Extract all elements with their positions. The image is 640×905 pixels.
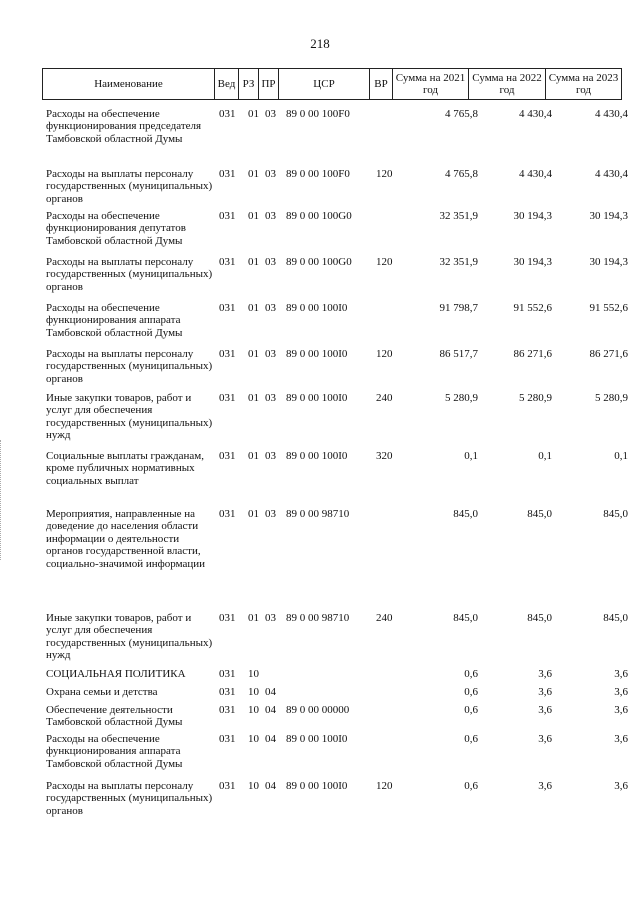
cell-s1: 0,6 <box>464 780 478 792</box>
cell-rz: 10 <box>248 733 259 745</box>
cell-s2: 3,6 <box>538 704 552 716</box>
cell-s3: 5 280,9 <box>595 392 628 404</box>
page-number: 218 <box>310 36 330 51</box>
cell-s1: 845,0 <box>453 508 478 520</box>
cell-s3: 3,6 <box>614 780 628 792</box>
table-header <box>42 68 622 100</box>
cell-rz: 01 <box>248 108 259 120</box>
header-sum-2022: Сумма на 2022 год <box>469 69 546 99</box>
cell-csr: 89 0 00 100F0 <box>286 168 350 180</box>
cell-s1: 32 351,9 <box>439 256 478 268</box>
cell-s3: 0,1 <box>614 450 628 462</box>
cell-name: Расходы на выплаты персоналу государственных (муниципальных) органов <box>46 348 213 385</box>
header-rz: РЗ <box>239 69 259 99</box>
cell-pr: 04 <box>265 686 276 698</box>
cell-name: Расходы на выплаты персоналу государственных (муниципальных) органов <box>46 168 213 205</box>
cell-s2: 3,6 <box>538 780 552 792</box>
cell-name: Обеспечение деятельности Тамбовской областной Думы <box>46 704 183 729</box>
cell-csr: 89 0 00 98710 <box>286 612 350 624</box>
cell-s3: 30 194,3 <box>589 256 628 268</box>
cell-s2: 30 194,3 <box>513 256 552 268</box>
cell-ved: 031 <box>219 302 236 314</box>
cell-s3: 91 552,6 <box>589 302 628 314</box>
binding-margin <box>0 440 4 560</box>
cell-rz: 10 <box>248 686 259 698</box>
cell-vr: 120 <box>376 168 393 180</box>
cell-s2: 845,0 <box>527 508 552 520</box>
cell-vr: 240 <box>376 612 393 624</box>
cell-rz: 01 <box>248 348 259 360</box>
cell-rz: 01 <box>248 302 259 314</box>
cell-s1: 32 351,9 <box>439 210 478 222</box>
cell-csr: 89 0 00 100I0 <box>286 450 348 462</box>
cell-pr: 03 <box>265 168 276 180</box>
cell-s3: 4 430,4 <box>595 108 628 120</box>
cell-s1: 0,6 <box>464 668 478 680</box>
cell-pr: 04 <box>265 733 276 745</box>
cell-ved: 031 <box>219 210 236 222</box>
cell-name: Иные закупки товаров, работ и услуг для обеспечения государственных (муниципальных) нужд <box>46 612 213 662</box>
cell-s1: 0,6 <box>464 686 478 698</box>
cell-pr: 03 <box>265 256 276 268</box>
header-name: Наименование <box>43 69 215 99</box>
cell-s2: 0,1 <box>538 450 552 462</box>
cell-csr: 89 0 00 00000 <box>286 704 350 716</box>
cell-pr: 03 <box>265 612 276 624</box>
cell-s2: 30 194,3 <box>513 210 552 222</box>
header-pr: ПР <box>259 69 279 99</box>
cell-s2: 3,6 <box>538 668 552 680</box>
cell-pr: 03 <box>265 450 276 462</box>
cell-csr: 89 0 00 100I0 <box>286 780 348 792</box>
cell-ved: 031 <box>219 108 236 120</box>
cell-ved: 031 <box>219 348 236 360</box>
cell-name: Мероприятия, направленные на доведение до населения области информации о деятельности органов государственной власти, социально-значимой информации <box>46 508 206 570</box>
cell-vr: 120 <box>376 348 393 360</box>
cell-rz: 10 <box>248 668 259 680</box>
cell-rz: 01 <box>248 450 259 462</box>
cell-s1: 5 280,9 <box>445 392 478 404</box>
cell-ved: 031 <box>219 168 236 180</box>
cell-s3: 30 194,3 <box>589 210 628 222</box>
header-sum-2021: Сумма на 2021 год <box>393 69 469 99</box>
cell-rz: 01 <box>248 392 259 404</box>
cell-csr: 89 0 00 100F0 <box>286 108 350 120</box>
cell-csr: 89 0 00 100I0 <box>286 392 348 404</box>
cell-s2: 5 280,9 <box>519 392 552 404</box>
cell-s2: 3,6 <box>538 733 552 745</box>
cell-ved: 031 <box>219 668 236 680</box>
cell-ved: 031 <box>219 780 236 792</box>
cell-pr: 03 <box>265 392 276 404</box>
cell-ved: 031 <box>219 733 236 745</box>
cell-pr: 03 <box>265 508 276 520</box>
cell-rz: 10 <box>248 704 259 716</box>
cell-s2: 4 430,4 <box>519 108 552 120</box>
cell-s3: 3,6 <box>614 733 628 745</box>
cell-csr: 89 0 00 100G0 <box>286 256 352 268</box>
cell-ved: 031 <box>219 256 236 268</box>
cell-s2: 845,0 <box>527 612 552 624</box>
cell-pr: 03 <box>265 302 276 314</box>
cell-pr: 03 <box>265 210 276 222</box>
cell-csr: 89 0 00 100I0 <box>286 302 348 314</box>
cell-pr: 04 <box>265 704 276 716</box>
header-sum-2023: Сумма на 2023 год <box>548 72 619 96</box>
cell-ved: 031 <box>219 704 236 716</box>
cell-name: Расходы на обеспечение функционирования аппарата Тамбовской областной Думы <box>46 733 183 770</box>
cell-vr: 320 <box>376 450 393 462</box>
cell-s1: 0,6 <box>464 704 478 716</box>
cell-s1: 0,6 <box>464 733 478 745</box>
cell-s3: 3,6 <box>614 668 628 680</box>
cell-s3: 845,0 <box>603 612 628 624</box>
cell-s2: 91 552,6 <box>513 302 552 314</box>
cell-s3: 845,0 <box>603 508 628 520</box>
cell-name: Расходы на обеспечение функционирования депутатов Тамбовской областной Думы <box>46 210 186 247</box>
cell-s1: 91 798,7 <box>439 302 478 314</box>
cell-rz: 01 <box>248 210 259 222</box>
cell-csr: 89 0 00 100G0 <box>286 210 352 222</box>
cell-name: Расходы на выплаты персоналу государственных (муниципальных) органов <box>46 256 213 293</box>
cell-s1: 845,0 <box>453 612 478 624</box>
cell-ved: 031 <box>219 686 236 698</box>
cell-csr: 89 0 00 100I0 <box>286 348 348 360</box>
cell-name: Охрана семьи и детства <box>46 686 158 698</box>
cell-name: Социальные выплаты гражданам, кроме публичных нормативных социальных выплат <box>46 450 204 487</box>
cell-rz: 01 <box>248 612 259 624</box>
cell-s1: 4 765,8 <box>445 168 478 180</box>
cell-vr: 120 <box>376 256 393 268</box>
cell-csr: 89 0 00 100I0 <box>286 733 348 745</box>
cell-ved: 031 <box>219 392 236 404</box>
cell-name: Расходы на обеспечение функционирования аппарата Тамбовской областной Думы <box>46 302 183 339</box>
cell-s3: 3,6 <box>614 686 628 698</box>
cell-rz: 10 <box>248 780 259 792</box>
header-vr: ВР <box>370 69 393 99</box>
header-ved: Вед <box>215 69 239 99</box>
cell-s1: 86 517,7 <box>439 348 478 360</box>
cell-pr: 03 <box>265 108 276 120</box>
cell-rz: 01 <box>248 256 259 268</box>
cell-rz: 01 <box>248 168 259 180</box>
cell-name: Расходы на выплаты персоналу государственных (муниципальных) органов <box>46 780 213 817</box>
cell-rz: 01 <box>248 508 259 520</box>
cell-s1: 4 765,8 <box>445 108 478 120</box>
cell-s2: 3,6 <box>538 686 552 698</box>
cell-s3: 3,6 <box>614 704 628 716</box>
cell-name: СОЦИАЛЬНАЯ ПОЛИТИКА <box>46 668 186 680</box>
cell-s1: 0,1 <box>464 450 478 462</box>
cell-name: Расходы на обеспечение функционирования председателя Тамбовской областной Думы <box>46 108 202 145</box>
cell-csr: 89 0 00 98710 <box>286 508 350 520</box>
cell-pr: 04 <box>265 780 276 792</box>
cell-ved: 031 <box>219 508 236 520</box>
cell-name: Иные закупки товаров, работ и услуг для обеспечения государственных (муниципальных) нужд <box>46 392 213 442</box>
cell-s3: 86 271,6 <box>589 348 628 360</box>
header-csr: ЦСР <box>279 69 370 99</box>
cell-ved: 031 <box>219 450 236 462</box>
cell-vr: 120 <box>376 780 393 792</box>
cell-s2: 86 271,6 <box>513 348 552 360</box>
cell-ved: 031 <box>219 612 236 624</box>
cell-vr: 240 <box>376 392 393 404</box>
cell-s2: 4 430,4 <box>519 168 552 180</box>
cell-s3: 4 430,4 <box>595 168 628 180</box>
cell-pr: 03 <box>265 348 276 360</box>
